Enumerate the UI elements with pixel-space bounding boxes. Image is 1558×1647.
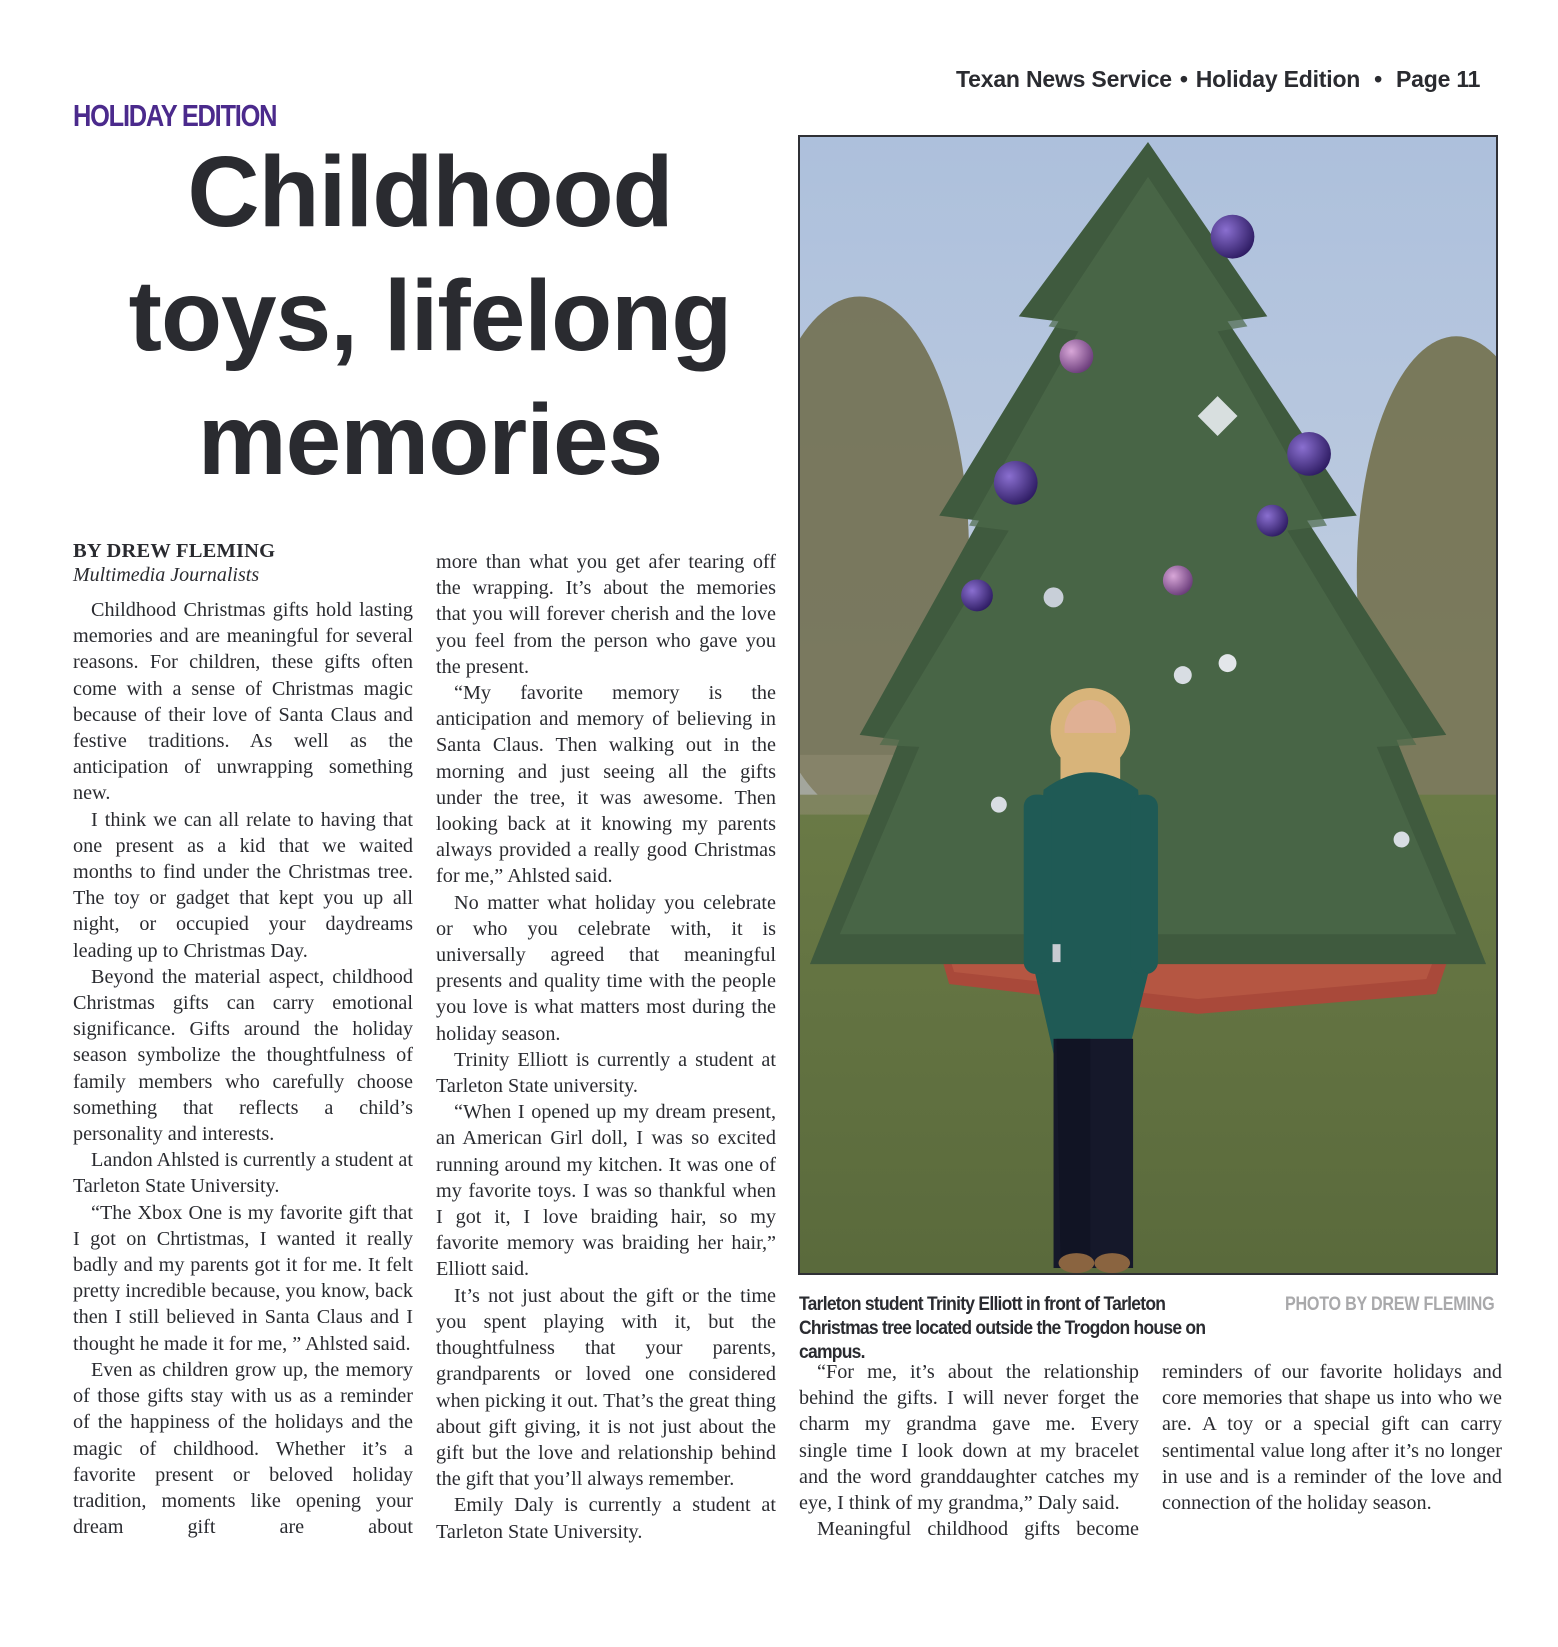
headline xyxy=(66,130,794,502)
publication-name: Texan News Service xyxy=(956,66,1172,92)
paragraph: reminders of our favorite holidays and core memories that shape us into who we are. A toy or a special gift can carry sentimental value long after it’s no longer in use and is a reminder of the love and connection of the holiday season. xyxy=(1162,1361,1502,1515)
section-kicker: HOLIDAY EDITION xyxy=(73,98,277,133)
headline-line: toys, lifelong xyxy=(128,260,732,372)
edition-name: Holiday Edition xyxy=(1195,66,1361,92)
byline-role: Multimedia Journalists xyxy=(73,564,260,586)
paragraph: “My favorite memory is the anticipation and memory of believing in Santa Claus. Then walking out in the morning and just seeing all the gifts under the tree, it was awesome. Then looking back at it knowing my parents always provided a really good Christmas for me,” Ahlsted said. xyxy=(436,682,776,888)
paragraph: Landon Ahlsted is currently a student at Tarleton State University. xyxy=(73,1149,413,1198)
headline-line: Childhood xyxy=(187,136,673,248)
paragraph: No matter what holiday you celebrate or who you celebrate with, it is universally agreed that meaningful presents and quality time with the people you love is what matters most during the holiday season. xyxy=(436,891,776,1045)
paragraph: Even as children grow up, the memory of those gifts stay with us as a reminder of the happiness of the holidays and the magic of childhood. Whether it’s a favorite present or beloved holiday tradition, moments like opening your dream gift are about xyxy=(73,1358,413,1539)
paragraph: I think we can all relate to having that one present as a kid that we waited months to find under the Christmas tree. The toy or gadget that kept you up all night, or occupied your daydreams leading up to Christmas Day. xyxy=(73,808,413,962)
paragraph: Childhood Christmas gifts hold lasting memories and are meaningful for several reasons. For children, these gifts often come with a sense of Christmas magic because of their love of Santa Claus and festive traditions. As well as the anticipation of unwrapping something new. xyxy=(73,599,413,805)
article-column-4 xyxy=(1162,1359,1502,1516)
page-header xyxy=(956,66,1504,93)
paragraph: “The Xbox One is my favorite gift that I got on Chrtistmas, I wanted it really badly and my parents got it for me. It felt pretty incredible because, you know, back then I still believed in Santa Claus and I thought he made it for me, ” Ahlsted said. xyxy=(73,1201,413,1355)
caption-text: Tarleton student Trinity Elliott in front of Tarleton Christmas tree located outside the Trogdon house on campus. xyxy=(799,1294,1206,1363)
paragraph: “When I opened up my dream present, an American Girl doll, I was so excited running around my kitchen. It was one of my favorite toys. I was so thankful when I got it, I love braiding hair, so my favorite memory was braiding her hair,” Elliott said. xyxy=(436,1101,776,1281)
paragraph: Meaningful childhood gifts become xyxy=(817,1518,1139,1541)
paragraph: Beyond the material aspect, childhood Christmas gifts can carry emotional significance. Gifts around the holiday season symbolize the thoughtfulness of family members who carefully choose something that reflects a child’s personality and interests. xyxy=(73,965,413,1146)
article-photo xyxy=(798,135,1498,1275)
article-column-3 xyxy=(799,1359,1139,1542)
photo-credit: PHOTO BY DREW FLEMING xyxy=(1285,1294,1495,1315)
paragraph: It’s not just about the gift or the time you spent playing with it, but the thoughtfulness that your parents, grandparents or loved one considered when picking it out. That’s the great thing about gift giving, it is not just about the gift but the love and relationship behind the gift that you’ll always remember. xyxy=(436,1284,776,1491)
header-separator: • xyxy=(1374,66,1382,92)
christmas-tree-photo-icon xyxy=(800,137,1496,1273)
article-column-2 xyxy=(436,549,776,1545)
page-number: Page 11 xyxy=(1396,66,1481,92)
byline-author: BY DREW FLEMING xyxy=(73,540,276,562)
paragraph: “For me, it’s about the relationship behind the gifts. I will never forget the charm my grandma gave me. Every single time I look down at my bracelet and the word granddaughter catches my eye, I think of my grandma,” Daly said. xyxy=(799,1361,1139,1515)
paragraph: Emily Daly is currently a student at Tarleton State University. xyxy=(436,1494,776,1543)
paragraph: more than what you get afer tearing off the wrapping. It’s about the memories that you will forever cherish and the love you feel from the person who gave you the present. xyxy=(436,551,776,678)
header-separator: • xyxy=(1179,66,1188,92)
headline-line: memories xyxy=(197,384,663,496)
paragraph: Trinity Elliott is currently a student at Tarleton State university. xyxy=(436,1048,776,1098)
article-column-1 xyxy=(73,539,413,1540)
